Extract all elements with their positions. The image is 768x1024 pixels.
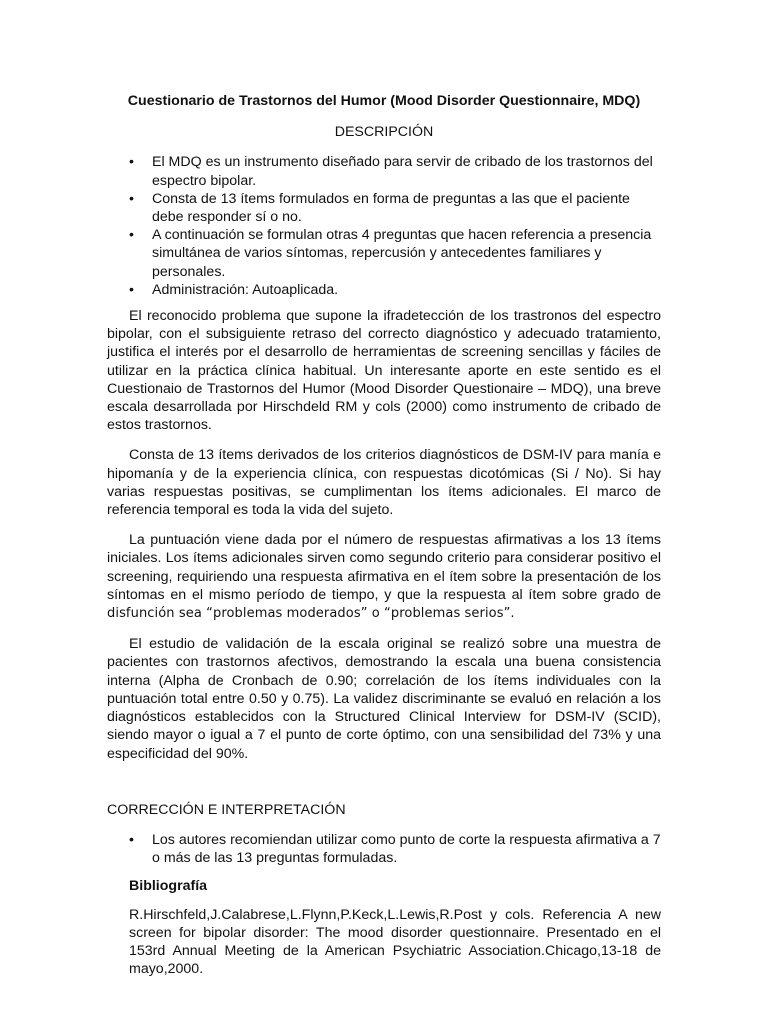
paragraph-scoring: [107, 531, 661, 623]
document-content: [107, 92, 661, 978]
list-item: [107, 281, 661, 299]
paragraph-scoring-tail: disfunción sea “problemas moderados” o “problemas serios”.: [107, 606, 515, 622]
bullet-icon: •: [129, 190, 134, 207]
bullet-icon: •: [129, 154, 134, 171]
list-item-text: Los autores recomiendan utilizar como punto de corte la respuesta afirmativa a 7 o más de las 13 preguntas formuladas.: [152, 831, 661, 867]
list-item: [107, 190, 661, 226]
bullet-icon: •: [129, 281, 134, 298]
bibliography-reference: R.Hirschfeld,J.Calabrese,L.Flynn,P.Keck,L.Lewis,R.Post y cols. Referencia A new screen for bipolar disorder: The mood disorder questionnaire. Presentado en el 153rd Annual Meeting de la American Psychiatric Association.Chicago,13-18 de mayo,2000.: [129, 906, 661, 978]
paragraph-scoring-main: La puntuación viene dada por el número de respuestas afirmativas a los 13 ítems iniciales. Los ítems adicionales sirven como segundo criterio para considerar positivo el screening, requiriendo una respuesta afirmativa en el ítem sobre la presentación de los síntomas en el mismo período de tiempo, y que la respuesta al ítem sobre grado de: [107, 532, 661, 603]
bullet-icon: •: [129, 227, 134, 244]
description-list: [107, 153, 661, 299]
paragraph-problem: El reconocido problema que supone la ifradetección de los trastronos del espectro bipolar, con el subsiguiente retraso del correcto diagnóstico y adecuado tratamiento, justifica el interés por el desarrollo de herramientas de screening sencillas y fáciles de utilizar en la práctica clínica habitual. Un interesante aporte en este sentido es el Cuestionaio de Trastornos del Humor (Mood Disorder Questionaire – MDQ), una breve escala desarrollada por Hirschdeld RM y cols (2000) como instrumento de cribado de estos trastornos.: [107, 308, 661, 434]
bibliography-heading: Bibliografía: [129, 878, 208, 895]
paragraph-validation: El estudio de validación de la escala original se realizó sobre una muestra de pacientes con trastornos afectivos, demostrando la escala una buena consistencia interna (Alpha de Cronbach de 0.90; correlación de los ítems individuales con la puntuación total entre 0.50 y 0.75). La validez discriminante se evaluó en relación a los diagnósticos establecidos con la Structured Clinical Interview for DSM-IV (SCID), siendo mayor o igual a 7 el punto de corte óptimo, con una sensibilidad del 73% y una especificidad del 90%.: [107, 636, 661, 762]
list-item: [107, 831, 661, 867]
description-heading: DESCRIPCIÓN: [334, 124, 434, 141]
document-title: Cuestionario de Trastornos del Humor (Mood Disorder Questionnaire, MDQ): [127, 93, 641, 109]
list-item-text: Administración: Autoaplicada.: [152, 281, 339, 298]
bullet-icon: •: [129, 831, 134, 848]
paragraph-items: Consta de 13 ítems derivados de los criterios diagnósticos de DSM-IV para manía e hipomanía y de la experiencia clínica, con respuestas dicotómicas (Si / No). Si hay varias respuestas positivas, se cumplimentan los ítems adicionales. El marco de referencia temporal es toda la vida del sujeto.: [107, 447, 661, 519]
correction-heading: CORRECCIÓN E INTERPRETACIÓN: [107, 801, 346, 818]
list-item-text: Consta de 13 ítems formulados en forma de preguntas a las que el paciente debe responder sí o no.: [152, 190, 630, 226]
list-item: [107, 226, 661, 281]
list-item-text: A continuación se formulan otras 4 preguntas que hacen referencia a presencia simultánea de varios síntomas, repercusión y antecedentes familiares y personales.: [152, 227, 652, 280]
list-item-text: El MDQ es un instrumento diseñado para servir de cribado de los trastornos del espectro bipolar.: [152, 154, 653, 189]
list-item: [107, 153, 661, 189]
correction-list: [107, 831, 661, 867]
